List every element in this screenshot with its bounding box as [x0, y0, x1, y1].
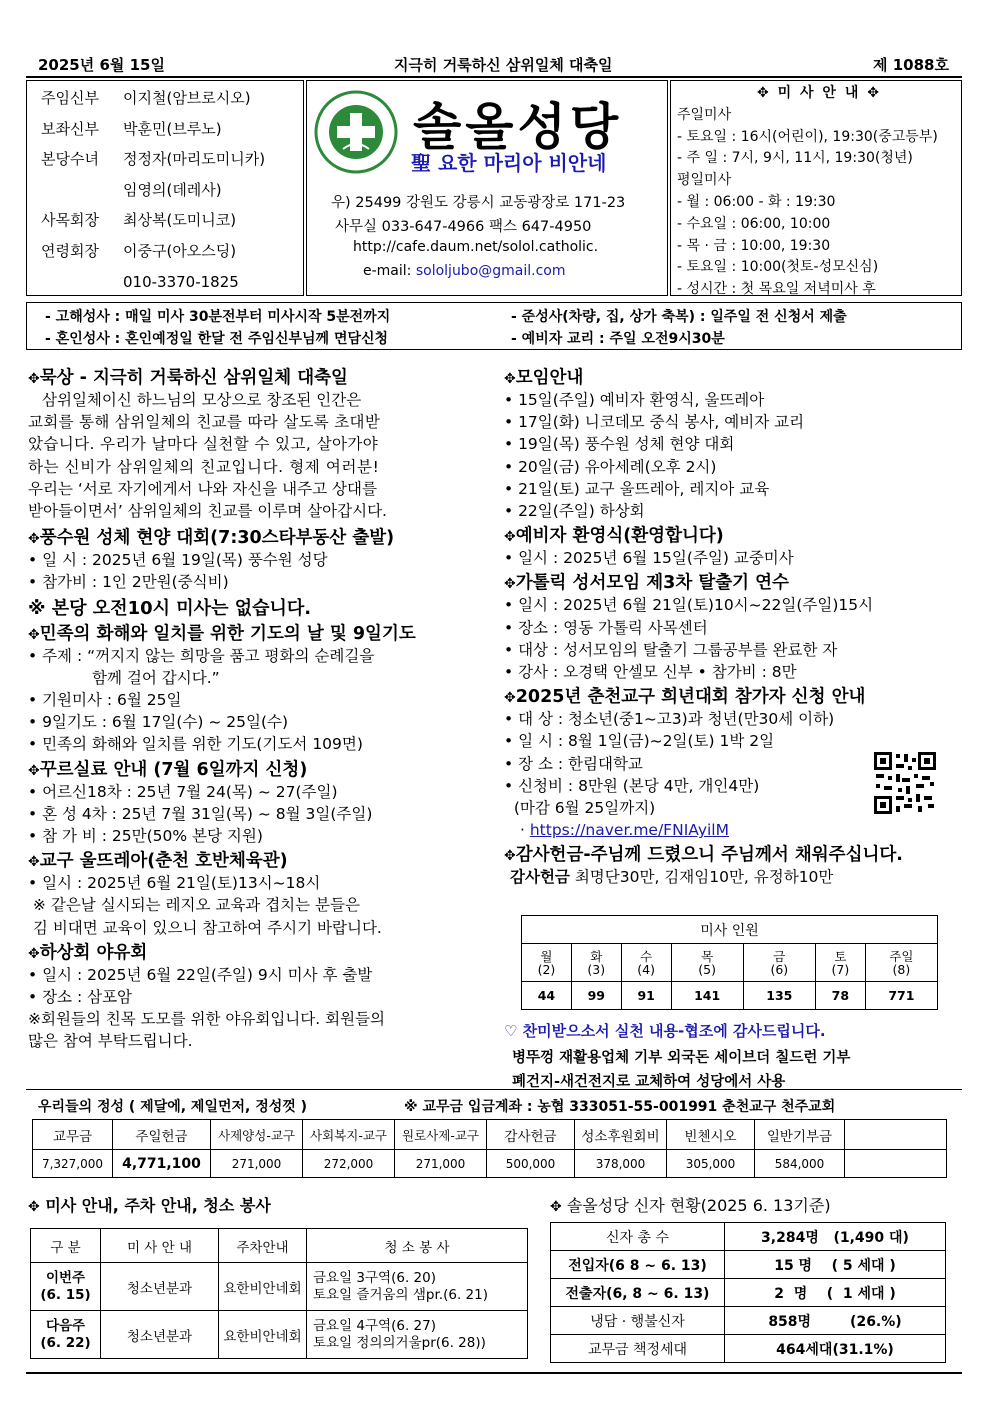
status-title: [550, 1193, 831, 1216]
meet-title-text: 모임안내: [515, 368, 584, 388]
meet-line: • 21일(토) 교구 울뜨레아, 레지아 교육: [504, 479, 770, 498]
weekday-mass-time: - 월 : 06:00 - 화 : 19:30: [677, 193, 836, 210]
offering-value: 272,000: [303, 1150, 395, 1178]
weekday-mass-time: - 목 · 금 : 10:00, 19:30: [677, 237, 831, 254]
meet-line: • 19일(목) 풍수원 성체 현양 대회: [504, 435, 735, 454]
staff-role: [41, 175, 123, 206]
pungsu-title-text: 풍수원 성체 현양 대회(7:30스타부동산 출발): [39, 528, 395, 549]
weekday-mass-time: - 토요일 : 10:00(첫토-성모신심): [677, 259, 879, 276]
diamond-icon: ✥: [504, 576, 516, 593]
youth-line: • 장 소 : 한림대학교: [504, 754, 643, 773]
youth-link-row: · https://naver.me/FNIAyilM: [520, 821, 729, 840]
youth-title-text: 2025년 춘천교구 희년대회 참가자 신청 안내: [515, 687, 866, 708]
parish-logo: [313, 89, 399, 175]
diamond-icon: ✥: [504, 848, 516, 865]
day-name: 수: [640, 948, 653, 964]
day-name: 목: [701, 948, 714, 964]
offering-header: 원로사제-교구: [395, 1120, 487, 1150]
attendance-count: 91: [621, 982, 671, 1010]
status-value: 15 명 ( 5 세대 ): [725, 1251, 946, 1279]
meet-line: • 17일(화) 니코데모 중식 봉사, 예비자 교리: [504, 413, 805, 432]
qr-code[interactable]: [872, 750, 938, 816]
attendance-count: 771: [865, 982, 937, 1010]
status-row: [551, 1307, 946, 1335]
staff-name: 이지철(암브로시오): [123, 89, 251, 107]
bible-line: • 대상 : 성서모임의 탈출기 그룹공부를 완료한 자: [504, 640, 838, 659]
pungsu-title: [28, 524, 480, 549]
status-value: 464세대(31.1%): [725, 1335, 946, 1363]
ulttre-line: • 일시 : 2025년 6월 21일(토)13시~18시: [28, 874, 321, 893]
attendance-day: [865, 944, 937, 982]
offering-value: 378,000: [575, 1150, 667, 1178]
status-row: [551, 1251, 946, 1279]
hasang-note: ※회원들의 친목 도모를 위한 야유회입니다. 회원들의: [28, 1010, 385, 1029]
bible-title: [504, 569, 954, 594]
diamond-icon: ✥: [28, 626, 40, 643]
attendance-count: 141: [671, 982, 743, 1010]
day-date: (5): [698, 961, 717, 977]
attendance-count: 44: [522, 982, 572, 1010]
attendance-days-row: [522, 944, 938, 982]
diamond-icon: ✥: [550, 1199, 562, 1215]
diamond-icon: ✥: [867, 85, 881, 101]
offering-value: 500,000: [487, 1150, 575, 1178]
sacrament-confession: - 고해성사 : 매일 미사 30분전부터 미사시작 5분전까지: [45, 309, 391, 325]
diamond-icon: ✥: [28, 945, 40, 962]
offering-header: 주일헌금: [113, 1120, 211, 1150]
diamond-icon: ✥: [28, 531, 40, 548]
sacrament-marriage: - 혼인성사 : 혼인예정일 한달 전 주임신부님께 면담신청: [45, 331, 389, 347]
sacrament-blessing: - 준성사(차량, 집, 상가 축복) : 일주일 전 신청서 제출: [511, 309, 847, 325]
email-link[interactable]: sololjubo@gmail.com: [415, 263, 566, 279]
prayer-line: • 9일기도 : 6월 17일(수) ~ 25일(수): [28, 713, 289, 732]
clean-saturday: 토요일 즐거움의 샘pr.(6. 21): [313, 1286, 488, 1303]
thanks-label: 감사헌금: [510, 868, 570, 887]
attendance-day: [743, 944, 815, 982]
meet-line: • 22일(주일) 하상회: [504, 502, 645, 521]
offering-value: [845, 1150, 947, 1178]
attendance-count: 78: [815, 982, 865, 1010]
clean-saturday: 토요일 정의의거울pr(6. 28)): [313, 1334, 486, 1351]
ulttre-title: [28, 847, 480, 872]
offering-rule: [26, 1089, 962, 1090]
thanks-line: [504, 866, 954, 888]
offering-account: ※ 교무금 입금계좌 : 농협 333051-55-001991 춘천교구 천주교회: [404, 1099, 836, 1115]
parish-email: [363, 263, 566, 279]
offering-header: 일반기부금: [755, 1120, 845, 1150]
homily-title: [28, 364, 480, 389]
diamond-icon: ✥: [504, 690, 516, 707]
parish-name: 솔올성당: [413, 98, 623, 156]
offering-header: 사회복지-교구: [303, 1120, 395, 1150]
youth-line: (마감 6월 25일까지): [504, 799, 656, 818]
day-name: 토: [834, 948, 847, 964]
meet-line: • 15일(주일) 예비자 환영식, 울뜨레아: [504, 391, 765, 409]
staff-role: 본당수녀: [41, 150, 99, 169]
service-parking: 요한비안네회: [219, 1263, 307, 1311]
sacraments-box: [26, 302, 962, 350]
offering-title: 우리들의 정성 ( 제달에, 제일먼저, 정성껏 ): [38, 1099, 308, 1115]
offering-header: 성소후원회비: [575, 1120, 667, 1150]
offering-value-row: [33, 1150, 947, 1178]
homily-line: 교회를 통해 삼위일체의 친교를 따라 살도록 초대받: [28, 413, 381, 432]
meet-title: [504, 364, 954, 389]
prayer-line: • 주제 : “꺼지지 않는 희망을 품고 평화의 순례길을: [28, 646, 375, 665]
weekday-mass-time: - 성시간 : 첫 목요일 저녁미사 후: [677, 281, 876, 298]
youth-line: • 일 시 : 8월 1일(금)~2일(토) 1박 2일: [504, 732, 775, 751]
offering-value: 305,000: [667, 1150, 755, 1178]
hasang-line: • 장소 : 삼포암: [28, 988, 133, 1007]
attendance-day: [671, 944, 743, 982]
sacrament-catechism: - 예비자 교리 : 주일 오전9시30분: [511, 331, 725, 347]
staff-box: [26, 80, 304, 296]
day-name: 주일: [889, 948, 914, 964]
status-table: [550, 1222, 946, 1363]
service-mass: 청소년분과: [101, 1311, 219, 1359]
prayer-line: • 기원미사 : 6월 25일: [28, 691, 182, 710]
service-mass: 청소년분과: [101, 1263, 219, 1311]
thanks-title-text: 감사헌금-주님께 드렸으니 주님께서 채워주십니다.: [515, 845, 903, 866]
hasang-note: 많은 참여 부탁드립니다.: [28, 1032, 193, 1051]
parish-cafe-link[interactable]: http://cafe.daum.net/solol.catholic.: [353, 239, 599, 255]
mass-title: [677, 83, 961, 105]
mass-info: [671, 81, 961, 301]
service-week-date: (6. 15): [40, 1286, 91, 1303]
staff-row: [41, 144, 303, 175]
attendance-count: 99: [571, 982, 621, 1010]
issue-number: 제 1088호: [873, 56, 949, 74]
service-header: 구 분: [31, 1229, 101, 1263]
sunday-mass-time: - 토요일 : 16시(어린이), 19:30(중고등부): [677, 128, 938, 145]
service-parking: 요한비안네회: [219, 1311, 307, 1359]
issue-date: 2025년 6월 15일: [38, 56, 165, 74]
homily-line: 우리는 ‘서로 자기에게서 나와 자신을 내주고 상대를: [28, 479, 377, 498]
status-value: 3,284명 (1,490 대): [725, 1223, 946, 1251]
day-date: (8): [892, 961, 911, 977]
attendance-day: [522, 944, 572, 982]
issue-title: 지극히 거룩하신 삼위일체 대축일: [394, 56, 613, 74]
attendance-day: [815, 944, 865, 982]
attendance-table: [521, 915, 938, 1010]
cursillo-line: • 참 가 비 : 25만(50% 본당 지원): [28, 827, 263, 846]
staff-role: 연령회장: [41, 241, 99, 260]
cursillo-line: • 혼 성 4차 : 25년 7월 31일(목) ~ 8월 3일(주일): [28, 804, 373, 823]
youth-link[interactable]: https://naver.me/FNIAyilM: [529, 821, 729, 840]
staff-role: 보좌신부: [41, 119, 99, 138]
bible-line: • 강사 : 오경택 안셀모 신부 • 참가비 : 8만: [504, 663, 797, 682]
attendance-title: 미사 인원: [522, 916, 938, 944]
day-date: (7): [831, 961, 850, 977]
day-date: (3): [587, 961, 606, 977]
service-header-row: [31, 1229, 528, 1263]
pungsu-line: • 참가비 : 1인 2만원(중식비): [28, 573, 229, 592]
offering-header: 감사헌금: [487, 1120, 575, 1150]
sunday-mass-label: 주일미사: [677, 106, 732, 123]
offering-header: [845, 1120, 947, 1150]
diamond-icon: ✥: [28, 371, 40, 387]
hasang-title: [28, 939, 480, 964]
homily-title-text: 묵상 - 지극히 거룩하신 삼위일체 대축일: [39, 368, 348, 388]
sunday-mass-time: - 주 일 : 7시, 9시, 11시, 19:30(청년): [677, 150, 913, 167]
diamond-icon: ✥: [28, 762, 40, 779]
offering-value: 271,000: [395, 1150, 487, 1178]
hasang-line: • 일시 : 2025년 6월 22일(주일) 9시 미사 후 출발: [28, 965, 373, 984]
service-title-text: 미사 안내, 주차 안내, 청소 봉사: [45, 1196, 271, 1215]
day-date: (4): [637, 961, 655, 977]
staff-role: [41, 267, 123, 298]
weekday-mass-time: - 수요일 : 06:00, 10:00: [677, 215, 831, 232]
service-week: [31, 1311, 101, 1359]
service-clean: [307, 1263, 528, 1311]
cursillo-title: [28, 756, 480, 781]
service-header: 미 사 안 내: [101, 1229, 219, 1263]
welcome-line: • 일시 : 2025년 6월 15일(주일) 교중미사: [504, 549, 794, 568]
staff-role: 사목회장: [41, 211, 99, 230]
offering-value: 271,000: [211, 1150, 303, 1178]
youth-title: [504, 683, 954, 708]
meet-line: • 20일(금) 유아세례(오후 2시): [504, 457, 717, 476]
day-name: 금: [773, 948, 786, 964]
status-row: [551, 1223, 946, 1251]
service-row: [31, 1311, 528, 1359]
prayer-title: [28, 620, 480, 645]
offering-header: 교무금: [33, 1120, 113, 1150]
offering-header: 빈첸시오: [667, 1120, 755, 1150]
pungsu-line: • 일 시 : 2025년 6월 19일(목) 풍수원 성당: [28, 551, 328, 570]
clean-friday: 금요일 4구역(6. 27): [313, 1317, 436, 1334]
parish-address: 우) 25499 강원도 강릉시 교동광장로 171-23: [331, 195, 626, 211]
diamond-icon: ✥: [28, 854, 40, 871]
service-clean: [307, 1311, 528, 1359]
cursillo-title-text: 꾸르실료 안내 (7월 6일까지 신청): [39, 759, 308, 780]
offering-value: 584,000: [755, 1150, 845, 1178]
status-row: [551, 1279, 946, 1307]
bible-line: • 일시 : 2025년 6월 21일(토)10시~22일(주일)15시: [504, 596, 874, 615]
hasang-title-text: 하상회 야유회: [39, 942, 148, 963]
staff-row: [41, 83, 303, 114]
diamond-icon: ✥: [28, 1199, 40, 1215]
ulttre-line: ※ 같은날 실시되는 레지오 교육과 겹치는 분들은: [28, 896, 360, 915]
staff-name: 010-3370-1825: [123, 272, 239, 291]
offering-header-row: [33, 1120, 947, 1150]
offering-table: [32, 1119, 947, 1178]
status-label: 냉담 · 행불신자: [551, 1307, 725, 1335]
day-name: 월: [540, 948, 553, 964]
status-label: 전입자(6 8 ~ 6. 13): [551, 1251, 725, 1279]
staff-name: 정정자(마리도미니카): [123, 150, 266, 169]
youth-line: • 신청비 : 8만원 (본당 4만, 개인4만): [504, 776, 760, 795]
praise-line: 폐건지-새건전지로 교체하여 성당에서 사용: [512, 1074, 786, 1090]
youth-line: • 대 상 : 청소년(중1~고3)과 청년(만30세 이하): [504, 710, 835, 729]
parish-box: [306, 80, 668, 296]
bible-title-text: 가톨릭 성서모임 제3차 탈출기 연수: [515, 573, 789, 594]
diamond-icon: ✥: [757, 85, 771, 101]
email-label: e-mail:: [363, 263, 412, 279]
clean-friday: 금요일 3구역(6. 20): [313, 1269, 436, 1286]
status-value: 858명 (26.%): [725, 1307, 946, 1335]
diamond-icon: ✥: [504, 529, 516, 546]
ulttre-title-text: 교구 울뜨레아(춘천 호반체육관): [39, 851, 288, 872]
service-row: [31, 1263, 528, 1311]
footer-rule: [26, 1372, 962, 1374]
praise-title: ♡ 찬미받으소서 실천 내용-협조에 감사드립니다.: [504, 1022, 826, 1040]
prayer-line: 함께 걸어 갑시다.”: [28, 668, 220, 687]
homily-line: 받아들이면서’ 삼위일체의 친교를 이루며 살아갑시다.: [28, 502, 387, 521]
diamond-icon: ✥: [504, 371, 516, 387]
prayer-title-text: 민족의 화해와 일치를 위한 기도의 날 및 9일기도: [39, 623, 416, 644]
service-title: [28, 1193, 271, 1216]
staff-name: 임영의(데레사): [123, 180, 222, 199]
parish-phone: 사무실 033-647-4966 팩스 647-4950: [335, 219, 592, 235]
offering-header: 사제양성-교구: [211, 1120, 303, 1150]
welcome-title-text: 예비자 환영식(환영합니다): [515, 526, 724, 547]
status-title-text: 솔올성당 신자 현황(2025 6. 13기준): [566, 1196, 831, 1215]
no-mass-notice: ※ 본당 오전10시 미사는 없습니다.: [28, 597, 312, 619]
offering-value: 4,771,100: [113, 1150, 211, 1178]
service-week-label: 이번주: [45, 1269, 86, 1286]
homily-line: 삼위일체이신 하느님의 모상으로 창조된 인간은: [42, 391, 362, 409]
attendance-header-row: [522, 916, 938, 944]
status-label: 신자 총 수: [551, 1223, 725, 1251]
homily-line: 았습니다. 우리가 날마다 실천할 수 있고, 살아가야: [28, 435, 379, 454]
mass-box: [670, 80, 962, 296]
staff-row: [41, 205, 303, 236]
ulttre-line: 김 비대면 교육이 있으니 참고하여 주시기 바랍니다.: [28, 918, 382, 937]
day-name: 화: [590, 948, 603, 964]
staff-name: 박훈민(브루노): [123, 119, 222, 138]
left-column: [28, 364, 480, 1053]
weekday-mass-label: 평일미사: [677, 172, 732, 189]
service-header: 주차안내: [219, 1229, 307, 1263]
attendance-count: 135: [743, 982, 815, 1010]
service-week-label: 다음주: [45, 1317, 86, 1334]
staff-row: [41, 114, 303, 145]
staff-list: [27, 81, 303, 297]
status-label: 전출자(6, 8 ~ 6. 13): [551, 1279, 725, 1307]
status-value: 2 명 ( 1 세대 ): [725, 1279, 946, 1307]
service-week-date: (6. 22): [40, 1334, 91, 1351]
service-header: 청 소 봉 사: [307, 1229, 528, 1263]
staff-row: [41, 175, 303, 206]
staff-row: [41, 236, 303, 267]
offering-value: 7,327,000: [33, 1150, 113, 1178]
cursillo-line: • 어르신18차 : 25년 7월 24(목) ~ 27(주일): [28, 782, 338, 801]
staff-name: 최상복(도미니코): [123, 211, 237, 230]
day-date: (2): [537, 961, 556, 977]
header-rule: [26, 76, 962, 78]
parish-patron: 聖 요한 마리아 비안네: [411, 151, 607, 175]
staff-row: [41, 267, 303, 298]
homily-line: 하는 신비가 삼위일체의 친교입니다. 형제 여러분!: [28, 457, 380, 476]
day-date: (6): [770, 961, 789, 977]
service-table: [30, 1228, 528, 1359]
service-week: [31, 1263, 101, 1311]
thanks-title: [504, 841, 954, 866]
attendance-counts-row: [522, 982, 938, 1010]
attendance-day: [621, 944, 671, 982]
thanks-names: 최명단30만, 김재임10만, 유정하10만: [569, 868, 834, 887]
welcome-title: [504, 522, 954, 547]
bible-line: • 장소 : 영동 가톨릭 사목센터: [504, 618, 708, 637]
prayer-line: • 민족의 화해와 일치를 위한 기도(기도서 109면): [28, 735, 363, 754]
attendance-day: [571, 944, 621, 982]
status-row: [551, 1335, 946, 1363]
mass-title-text: 미 사 안 내: [777, 85, 861, 101]
praise-line: 병뚜껑 재활용업체 기부 외국돈 세이브더 칠드런 기부: [512, 1050, 851, 1066]
staff-name: 이중구(아오스딩): [123, 241, 237, 260]
staff-role: 주임신부: [41, 89, 99, 107]
status-label: 교무금 책정세대: [551, 1335, 725, 1363]
